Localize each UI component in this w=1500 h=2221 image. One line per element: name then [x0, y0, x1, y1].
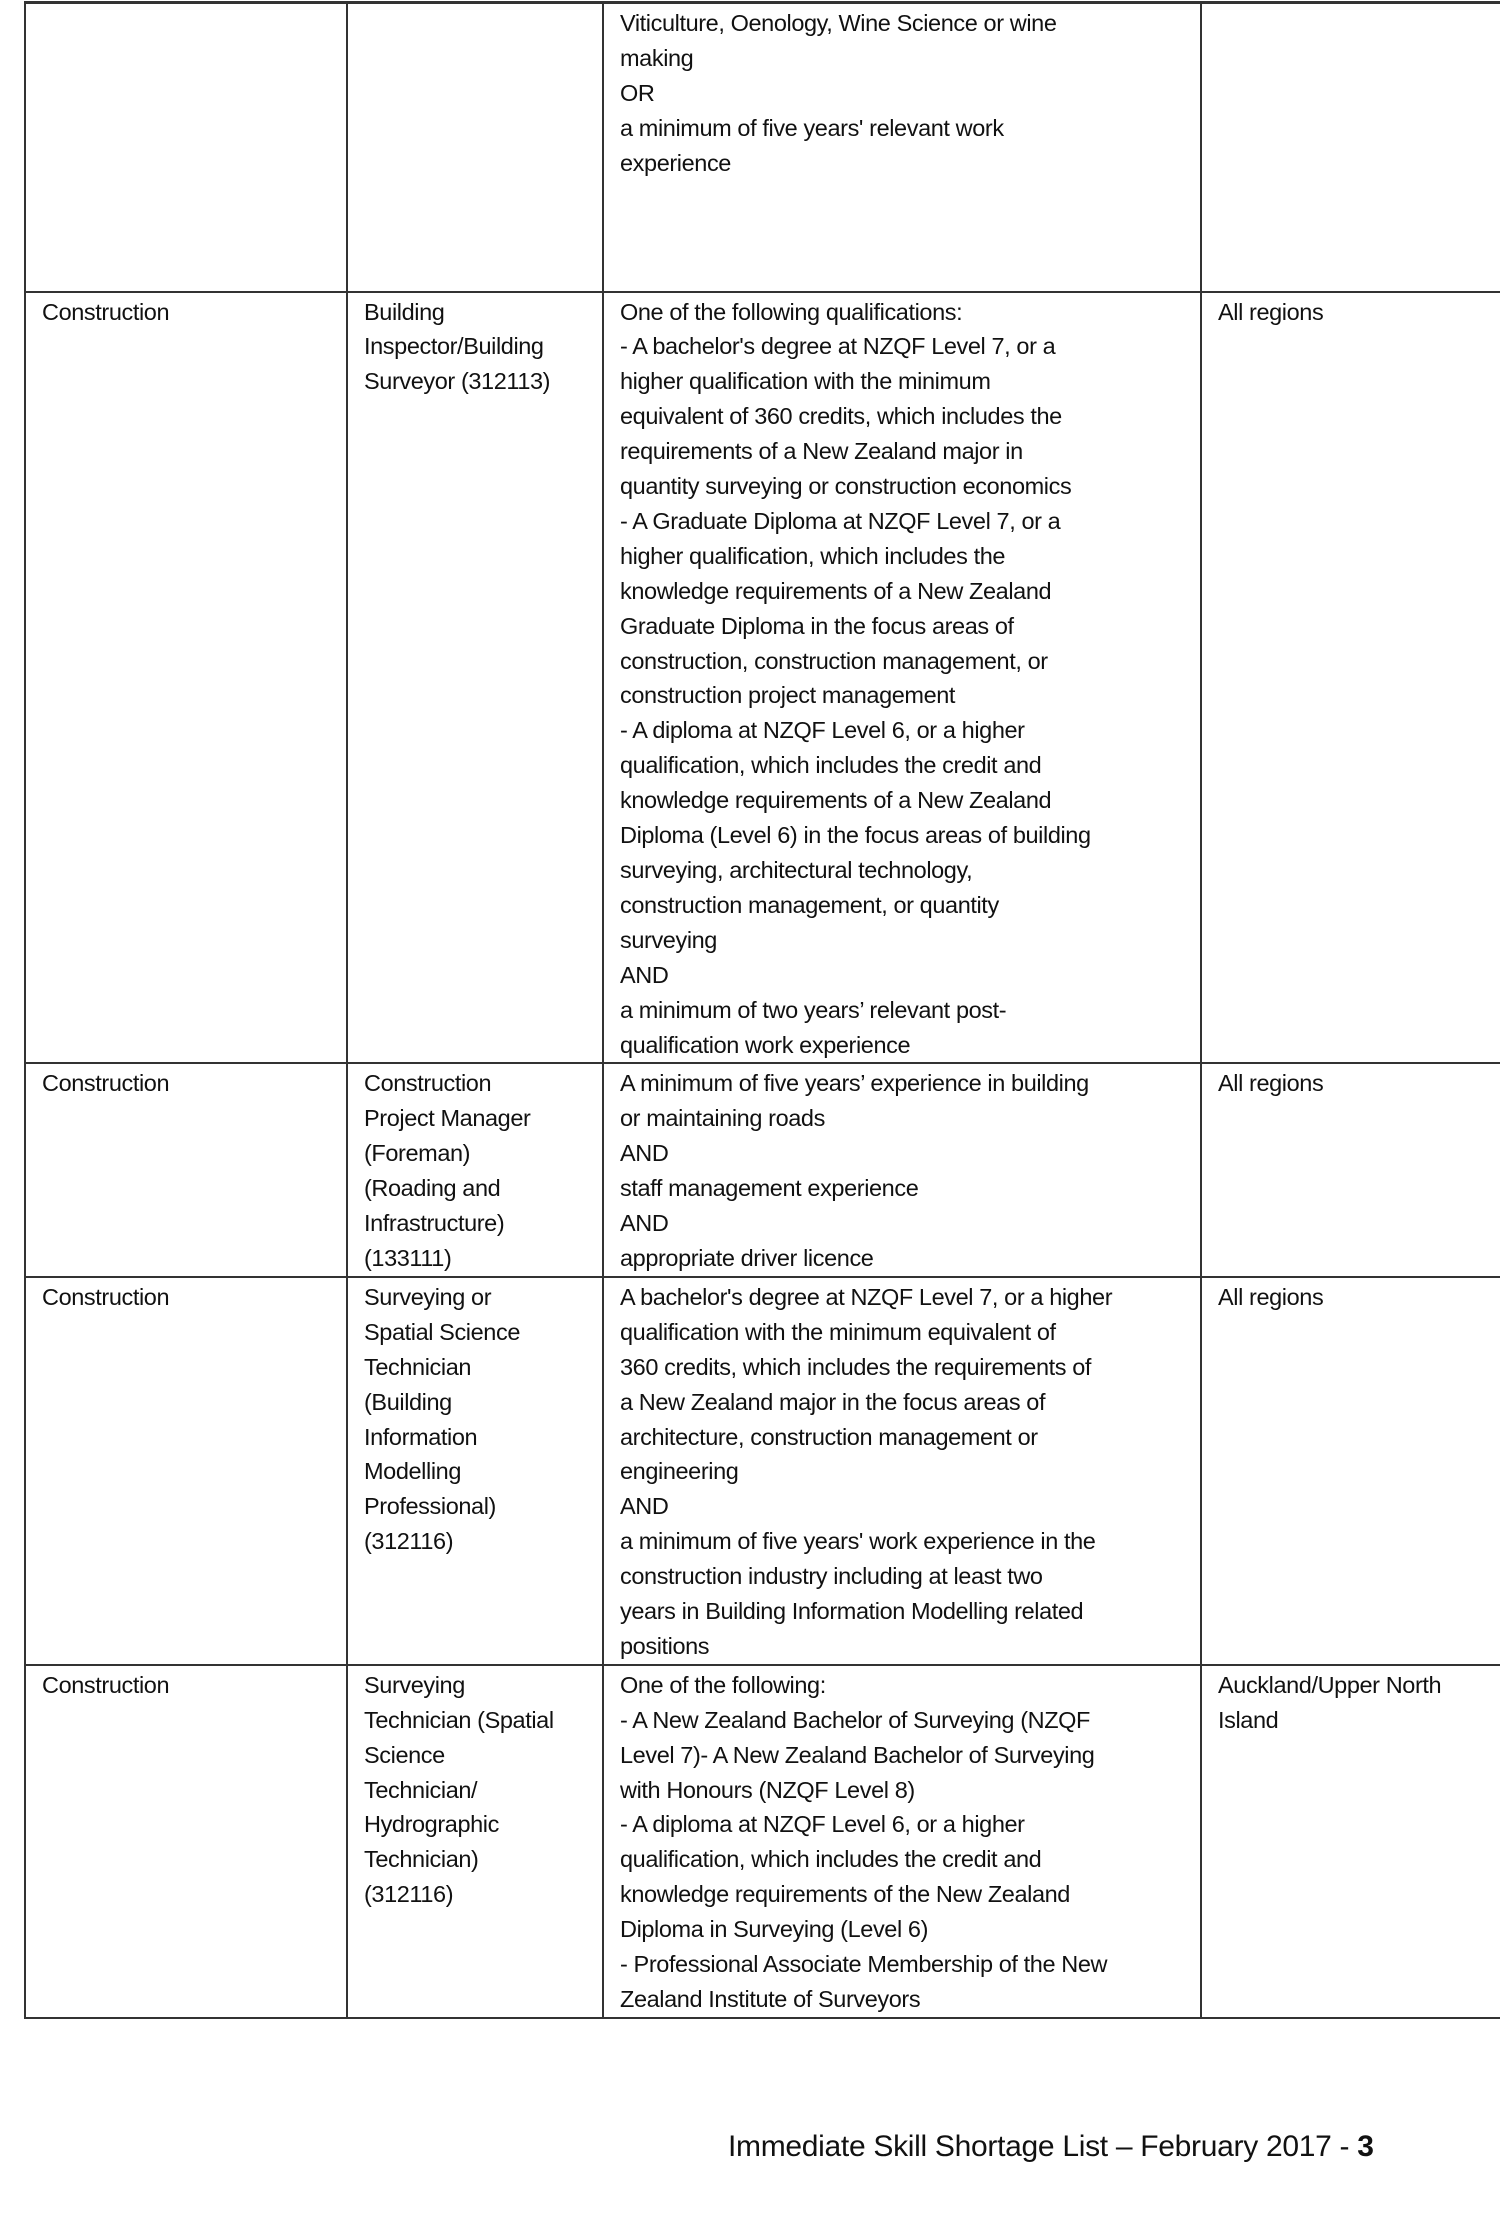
requirements-cell: One of the following qualifications: - A bachelor's degree at NZQF Level 7, or a higher qualification with the minimum equivalent of 360 credits, which includes the requirements of a New Zealand major in quantity surveying or construction economics - A Graduate Diploma at NZQF Level 7, or a higher qualification, which includes the knowledge requirements of a New Zealand Graduate Diploma in the focus areas of construction, construction management, or construction project management - A diploma at NZQF Level 6, or a higher qualification, which includes the credit and knowledge requirements of a New Zealand Diploma (Level 6) in the focus areas of building surveying, architectural technology, construction management, or quantity surveying AND a minimum of two years’ relevant post- qualification work experience — [603, 292, 1201, 1064]
footer-title: Immediate Skill Shortage List – February 2017 - — [728, 2130, 1358, 2163]
table-row — [25, 1063, 1500, 1276]
occupation-cell: Construction Project Manager (Foreman) (Roading and Infrastructure) (133111) — [347, 1063, 603, 1276]
occupation-cell: Surveying Technician (Spatial Science Technician/ Hydrographic Technician) (312116) — [347, 1665, 603, 2018]
sector-cell: Construction — [25, 292, 347, 1064]
regions-cell: All regions — [1201, 292, 1500, 1064]
requirements-cell: A minimum of five years’ experience in building or maintaining roads AND staff management experience AND appropriate driver licence — [603, 1063, 1201, 1276]
regions-cell: Auckland/Upper North Island — [1201, 1665, 1500, 2018]
sector-cell: Construction — [25, 1063, 347, 1276]
table-row — [25, 1665, 1500, 2018]
table-row — [25, 1277, 1500, 1665]
occupation-cell: Surveying or Spatial Science Technician (Building Information Modelling Professional) (312116) — [347, 1277, 603, 1665]
skill-shortage-table — [24, 1, 1500, 2019]
table-row — [25, 292, 1500, 1064]
requirements-cell: A bachelor's degree at NZQF Level 7, or a higher qualification with the minimum equivalent of 360 credits, which includes the requirements of a New Zealand major in the focus areas of architecture, construction management or engineering AND a minimum of five years' work experience in the construction industry including at least two years in Building Information Modelling related positions — [603, 1277, 1201, 1665]
occupation-cell: Building Inspector/Building Surveyor (312113) — [347, 292, 603, 1064]
regions-cell — [1201, 3, 1500, 292]
page-footer — [728, 2130, 1374, 2164]
regions-cell: All regions — [1201, 1063, 1500, 1276]
sector-cell — [25, 3, 347, 292]
requirements-cell: One of the following: - A New Zealand Bachelor of Surveying (NZQF Level 7)- A New Zealand Bachelor of Surveying with Honours (NZQF Level 8) - A diploma at NZQF Level 6, or a higher qualification, which includes the credit and knowledge requirements of the New Zealand Diploma in Surveying (Level 6) - Professional Associate Membership of the New Zealand Institute of Surveyors — [603, 1665, 1201, 2018]
requirements-cell: Viticulture, Oenology, Wine Science or wine making OR a minimum of five years' relevant work experience — [603, 3, 1201, 292]
page-number: 3 — [1357, 2130, 1374, 2163]
occupation-cell — [347, 3, 603, 292]
sector-cell: Construction — [25, 1277, 347, 1665]
regions-cell: All regions — [1201, 1277, 1500, 1665]
sector-cell: Construction — [25, 1665, 347, 2018]
table-row — [25, 3, 1500, 292]
